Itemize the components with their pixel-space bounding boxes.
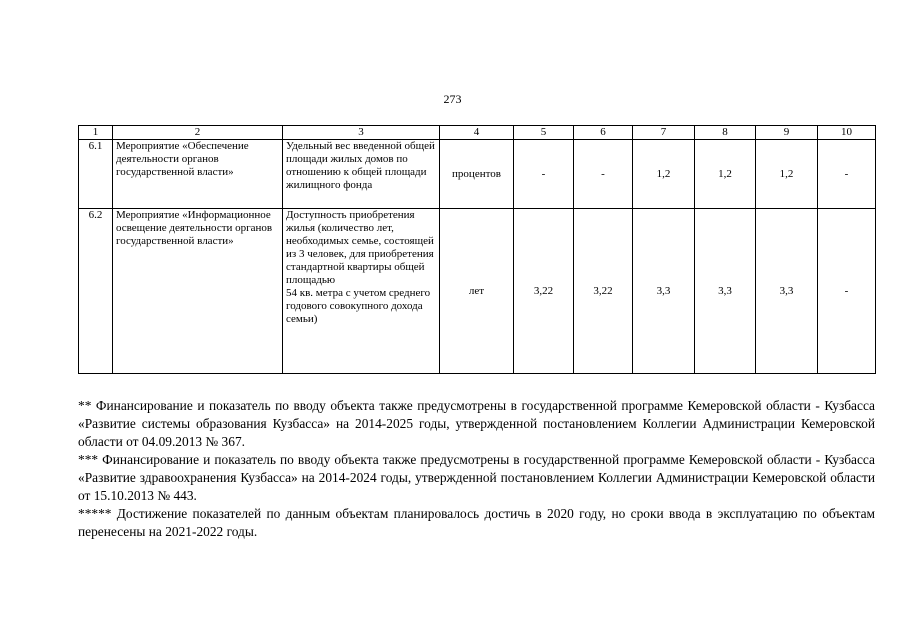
unit-cell: процентов <box>440 140 514 209</box>
value-cell: 1,2 <box>633 140 695 209</box>
table-header-cell: 7 <box>633 126 695 140</box>
footnote-education: ** Финансирование и показатель по вводу объекта также предусмотрены в государственной программе Кемеровской области - Кузбасса «Развитие системы образования Кузбасса» на 2014-2025 годы, утвержденной постановлением Коллегии Администрации Кемеровской области от 04.09.2013 № 367. <box>78 398 875 449</box>
table-header-cell: 2 <box>113 126 283 140</box>
value-cell: - <box>514 140 574 209</box>
table-header-row <box>79 126 876 140</box>
table-header-cell: 5 <box>514 126 574 140</box>
table-header-cell: 10 <box>818 126 876 140</box>
indicator-text: Доступность приобретения жилья (количество лет, необходимых семье, состоящей из 3 человек, для приобретения стандартной квартиры общей площадью <box>286 209 434 286</box>
value-cell: - <box>574 140 633 209</box>
table-header-cell: 9 <box>756 126 818 140</box>
indicator-cell <box>283 209 440 374</box>
table-header-cell: 1 <box>79 126 113 140</box>
value-cell: 3,22 <box>514 209 574 374</box>
table-header-cell: 8 <box>695 126 756 140</box>
value-cell: 3,22 <box>574 209 633 374</box>
row-number: 6.2 <box>79 209 113 374</box>
value-cell: 3,3 <box>756 209 818 374</box>
page-number: 273 <box>443 92 462 106</box>
indicator-cell: Удельный вес введенной общей площади жилых домов по отношению к общей площади жилищного фонда <box>283 140 440 209</box>
value-cell: 3,3 <box>633 209 695 374</box>
value-cell: - <box>818 209 876 374</box>
row-number: 6.1 <box>79 140 113 209</box>
value-cell: - <box>818 140 876 209</box>
unit-cell: лет <box>440 209 514 374</box>
table-header-cell: 3 <box>283 126 440 140</box>
value-cell: 3,3 <box>695 209 756 374</box>
footnote-healthcare: *** Финансирование и показатель по вводу объекта также предусмотрены в государственной программе Кемеровской области - Кузбасса «Развитие здравоохранения Кузбасса» на 2014-2024 годы, утвержденной постановлением Коллегии Администрации Кемеровской области от 15.10.2013 № 443. <box>78 452 875 503</box>
indicators-table <box>78 125 876 374</box>
table-header-cell: 4 <box>440 126 514 140</box>
footnote-deadline: ***** Достижение показателей по данным объектам планировалось достичь в 2020 году, но сроки ввода в эксплуатацию по объектам перенесены на 2021-2022 годы. <box>78 506 875 539</box>
table-row <box>79 140 876 209</box>
table-row <box>79 209 876 374</box>
event-cell: Мероприятие «Обеспечение деятельности органов государственной власти» <box>113 140 283 209</box>
value-cell: 1,2 <box>756 140 818 209</box>
event-cell: Мероприятие «Информационное освещение деятельности органов государственной власти» <box>113 209 283 374</box>
value-cell: 1,2 <box>695 140 756 209</box>
footnotes <box>78 397 875 541</box>
indicator-text-continued: 54 кв. метра с учетом среднего годового совокупного дохода семьи) <box>286 287 431 325</box>
table-header-cell: 6 <box>574 126 633 140</box>
